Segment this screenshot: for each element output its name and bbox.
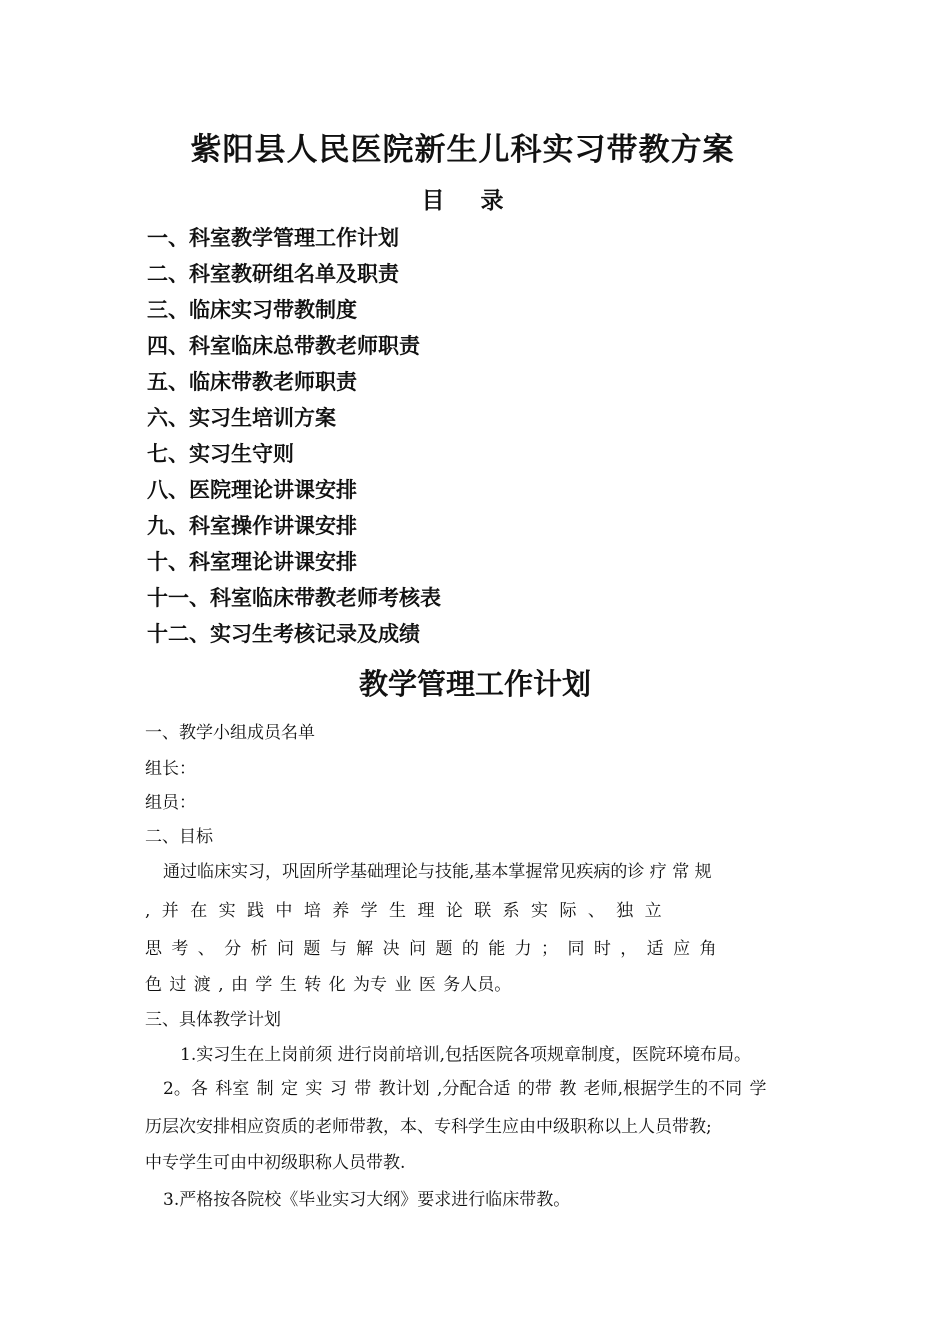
body-paragraph-line: 通过临床实习，巩固所学基础理论与技能,基本掌握常见疾病的诊 疗 常 规 <box>163 862 712 882</box>
toc-item: 八、医院理论讲课安排 <box>147 477 357 502</box>
body-paragraph-line: 三、具体教学计划 <box>145 1010 281 1030</box>
document-title: 紫阳县人民医院新生儿科实习带教方案 <box>190 132 735 168</box>
body-paragraph-line: 一、教学小组成员名单 <box>145 723 315 743</box>
toc-item: 十二、实习生考核记录及成绩 <box>147 621 420 646</box>
toc-heading-char-2: 录 <box>480 187 504 214</box>
body-paragraph-line: , 并 在 实 践 中 培 养 学 生 理 论 联 系 实 际 、 独 立 <box>145 901 662 921</box>
toc-item: 一、科室教学管理工作计划 <box>147 225 399 250</box>
toc-heading <box>0 184 925 218</box>
section-title: 教学管理工作计划 <box>358 667 591 701</box>
body-paragraph-line: 思 考 、 分 析 问 题 与 解 决 问 题 的 能 力 ； 同 时 ， 适 应 角 <box>145 939 717 959</box>
toc-item: 十、科室理论讲课安排 <box>147 549 357 574</box>
table-of-contents <box>147 222 441 654</box>
toc-item: 十一、科室临床带教老师考核表 <box>147 585 441 610</box>
toc-item: 三、临床实习带教制度 <box>147 297 357 322</box>
body-paragraph-line: 2。各 科室 制 定 实 习 带 教计划 ,分配合适 的带 教 老师,根据学生的不同 学 <box>163 1079 767 1099</box>
toc-item: 六、实习生培训方案 <box>147 405 336 430</box>
body-paragraph-line: 组员： <box>145 793 196 813</box>
body-paragraph-line: 中专学生可由中初级职称人员带教. <box>145 1153 406 1173</box>
toc-heading-char-1: 目 <box>421 187 445 214</box>
body-paragraph-line: 二、目标 <box>145 827 213 847</box>
body-paragraph-line: 色 过 渡 , 由 学 生 转 化 为专 业 医 务人员。 <box>145 975 512 995</box>
body-paragraph-line: 1.实习生在上岗前须 进行岗前培训,包括医院各项规章制度，医院环境布局。 <box>180 1045 752 1065</box>
toc-item: 四、科室临床总带教老师职责 <box>147 333 420 358</box>
toc-item: 七、实习生守则 <box>147 441 294 466</box>
body-paragraph-line: 历层次安排相应资质的老师带教，本、专科学生应由中级职称以上人员带教; <box>145 1117 712 1137</box>
toc-item: 九、科室操作讲课安排 <box>147 513 357 538</box>
body-paragraph-line: 3.严格按各院校《毕业实习大纲》要求进行临床带教。 <box>163 1190 571 1210</box>
body-paragraph-line: 组长： <box>145 759 196 779</box>
toc-item: 二、科室教研组名单及职责 <box>147 261 399 286</box>
toc-item: 五、临床带教老师职责 <box>147 369 357 394</box>
